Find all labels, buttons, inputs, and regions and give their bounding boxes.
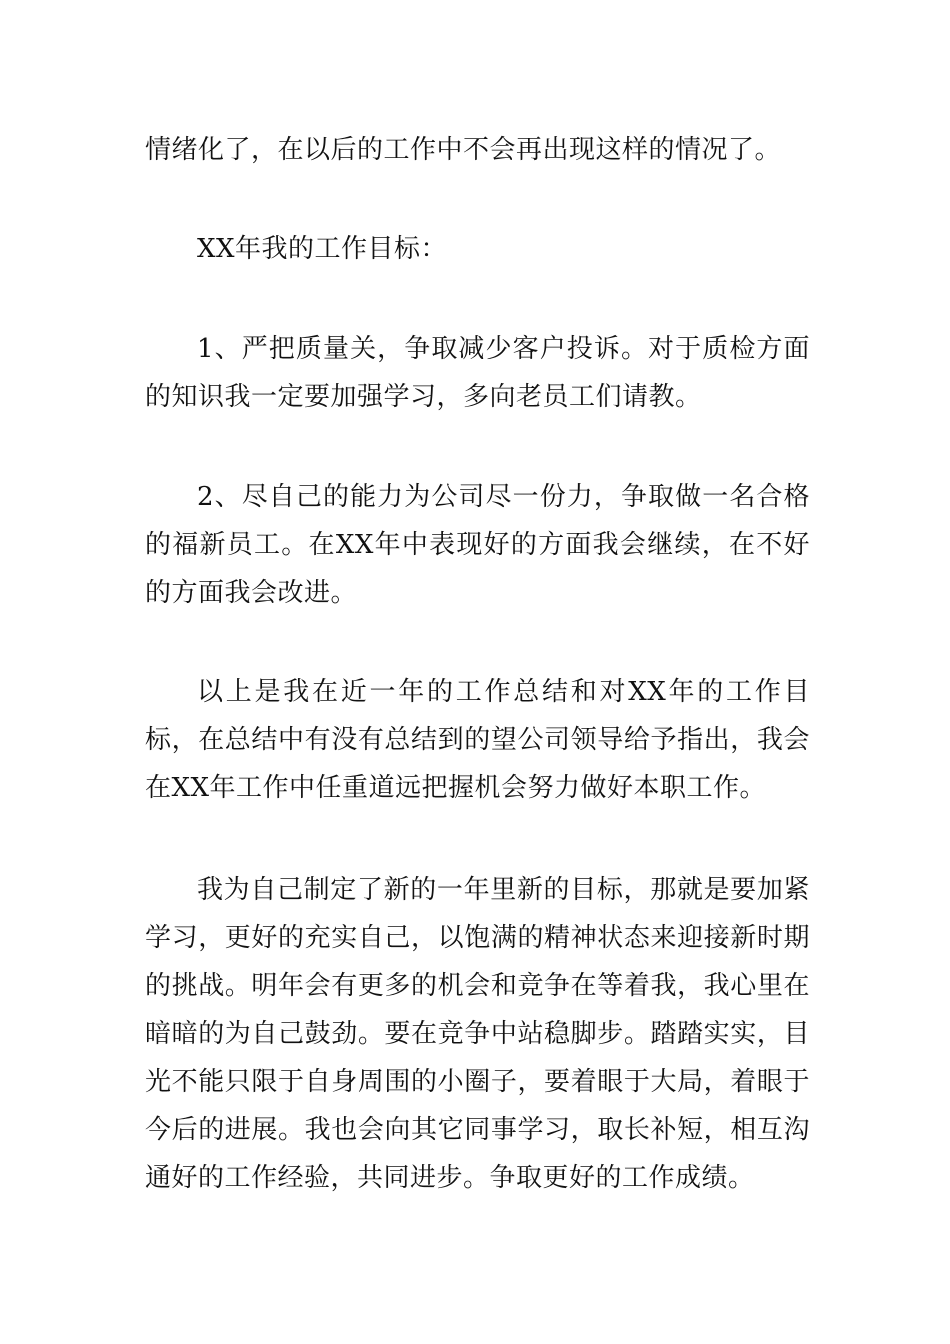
paragraph-summary: 以上是我在近一年的工作总结和对XX年的工作目标，在总结中有没有总结到的望公司领导给予指出，我会在XX年工作中任重道远把握机会努力做好本职工作。 [145, 677, 810, 803]
paragraph-goals-heading: XX年我的工作目标： [197, 234, 448, 264]
paragraph-new-year-plan: 我为自己制定了新的一年里新的目标，那就是要加紧学习，更好的充实自己，以饱满的精神状态来迎接新时期的挑战。明年会有更多的机会和竞争在等着我，我心里在暗暗的为自己鼓劲。要在竞争中站稳脚步。踏踏实实，目光不能只限于自身周围的小圈子，要着眼于大局，着眼于今后的进展。我也会向其它同事学习，取长补短，相互沟通好的工作经验，共同进步。争取更好的工作成绩。 [145, 875, 810, 1193]
paragraph-goal-2: 2、尽自己的能力为公司尽一份力，争取做一名合格的福新员工。在XX年中表现好的方面我会继续，在不好的方面我会改进。 [145, 482, 810, 608]
paragraph-goal-1: 1、严把质量关，争取减少客户投诉。对于质检方面的知识我一定要加强学习，多向老员工们请教。 [145, 334, 810, 412]
paragraph-continuation: 情绪化了，在以后的工作中不会再出现这样的情况了。 [145, 135, 782, 165]
